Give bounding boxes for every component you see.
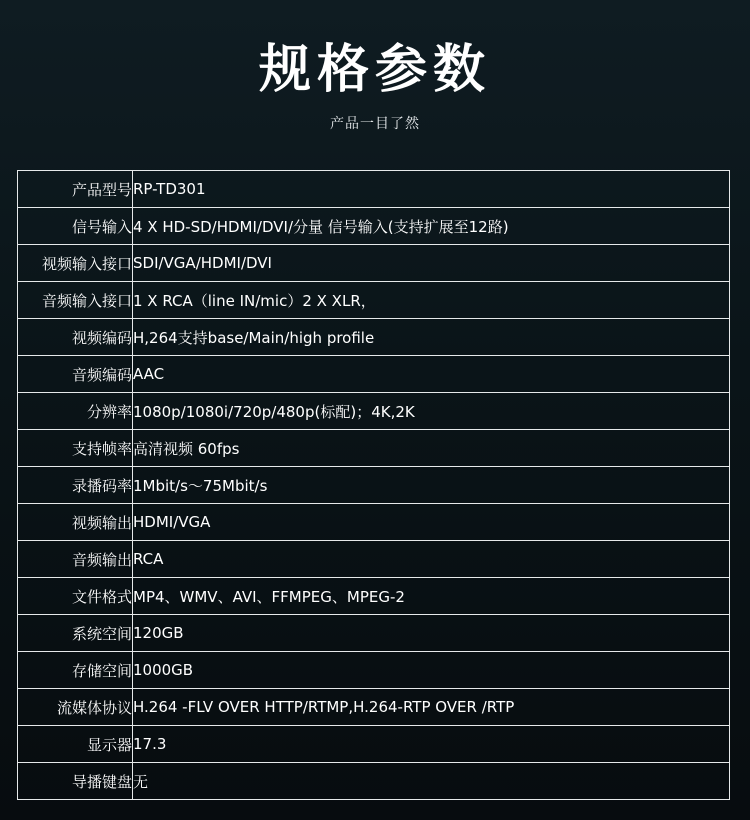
spec-value: 17.3: [133, 726, 730, 763]
spec-label: 音频输出: [18, 541, 133, 578]
spec-label: 信号输入: [18, 208, 133, 245]
spec-value: 1Mbit/s～75Mbit/s: [133, 467, 730, 504]
spec-value: 高清视频 60fps: [133, 430, 730, 467]
spec-value: MP4、WMV、AVI、FFMPEG、MPEG-2: [133, 578, 730, 615]
spec-label: 系统空间: [18, 615, 133, 652]
spec-row: [18, 245, 730, 282]
spec-row: [18, 319, 730, 356]
spec-row: [18, 356, 730, 393]
page-title: 规格参数: [258, 40, 491, 100]
spec-label: 导播键盘: [18, 763, 133, 800]
spec-label: 分辨率: [18, 393, 133, 430]
spec-label: 支持帧率: [18, 430, 133, 467]
spec-value: 无: [133, 763, 730, 800]
spec-value: 120GB: [133, 615, 730, 652]
spec-label: 录播码率: [18, 467, 133, 504]
spec-row: [18, 467, 730, 504]
spec-label: 音频输入接口: [18, 282, 133, 319]
spec-value: H.264 -FLV OVER HTTP/RTMP,H.264-RTP OVER /RTP: [133, 689, 730, 726]
spec-value: RCA: [133, 541, 730, 578]
spec-table: [17, 170, 730, 800]
spec-row: [18, 430, 730, 467]
spec-row: [18, 652, 730, 689]
spec-row: [18, 282, 730, 319]
spec-row: [18, 615, 730, 652]
page-subtitle: 产品一目了然: [330, 116, 420, 132]
spec-label: 视频输出: [18, 504, 133, 541]
spec-row: [18, 171, 730, 208]
spec-label: 视频输入接口: [18, 245, 133, 282]
spec-row: [18, 504, 730, 541]
spec-value: HDMI/VGA: [133, 504, 730, 541]
spec-label: 文件格式: [18, 578, 133, 615]
spec-value: 1080p/1080i/720p/480p(标配)；4K,2K: [133, 393, 730, 430]
spec-value: 1 X RCA（line IN/mic）2 X XLR，: [133, 282, 730, 319]
spec-value: 4 X HD-SD/HDMI/DVI/分量 信号输入(支持扩展至12路): [133, 208, 730, 245]
spec-label: 存储空间: [18, 652, 133, 689]
spec-value: RP-TD301: [133, 171, 730, 208]
spec-row: [18, 689, 730, 726]
spec-row: [18, 578, 730, 615]
spec-label: 视频编码: [18, 319, 133, 356]
spec-value: H,264支持base/Main/high profile: [133, 319, 730, 356]
spec-value: 1000GB: [133, 652, 730, 689]
spec-value: SDI/VGA/HDMI/DVI: [133, 245, 730, 282]
spec-label: 音频编码: [18, 356, 133, 393]
spec-row: [18, 393, 730, 430]
spec-row: [18, 541, 730, 578]
spec-row: [18, 726, 730, 763]
spec-row: [18, 208, 730, 245]
spec-label: 显示器: [18, 726, 133, 763]
spec-label: 产品型号: [18, 171, 133, 208]
spec-value: AAC: [133, 356, 730, 393]
spec-row: [18, 763, 730, 800]
spec-label: 流媒体协议: [18, 689, 133, 726]
